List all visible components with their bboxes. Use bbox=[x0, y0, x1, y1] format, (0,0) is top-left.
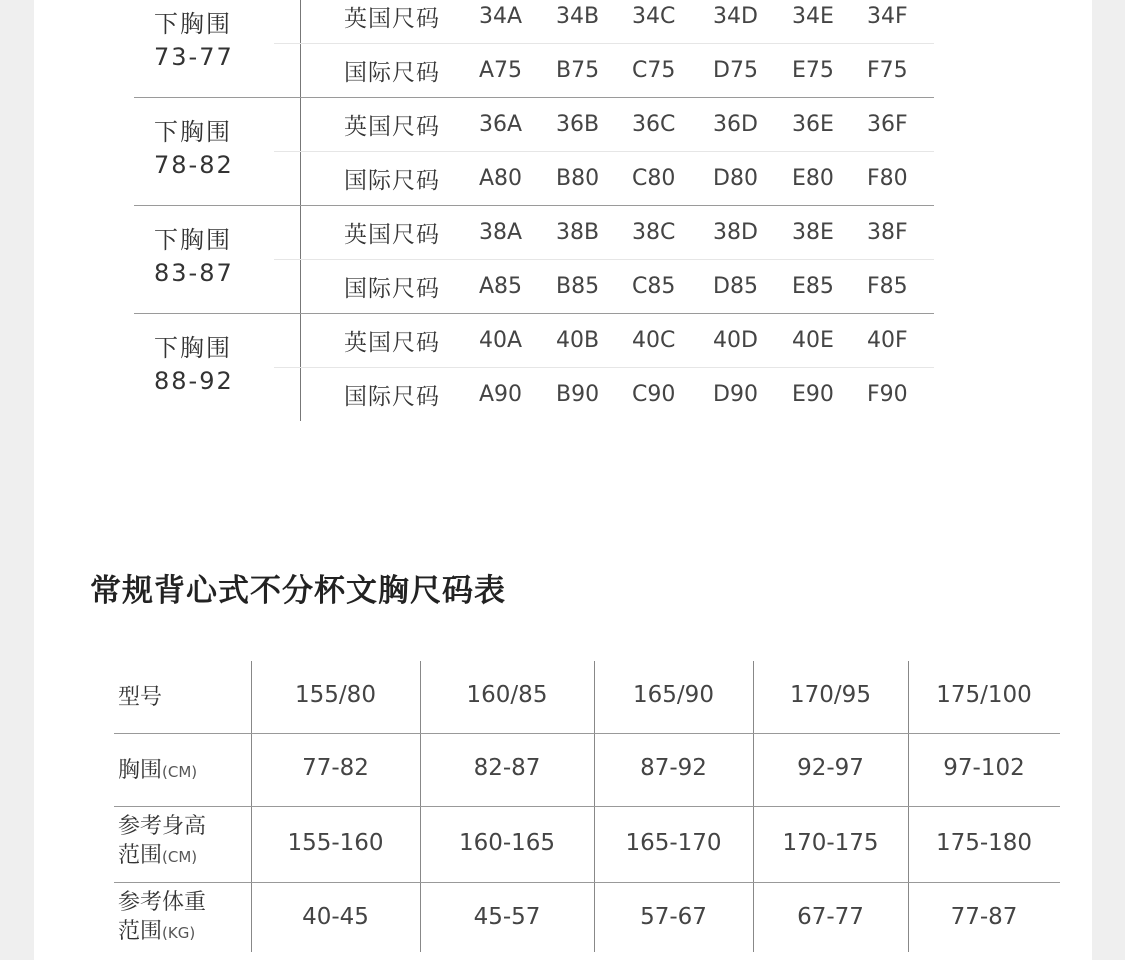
underbust-label bbox=[154, 8, 234, 74]
table-cell: 77-87 bbox=[950, 904, 1018, 930]
underbust-range: 73-77 bbox=[154, 43, 234, 71]
table-row bbox=[114, 734, 1060, 807]
underbust-title: 下胸围 bbox=[154, 10, 232, 38]
table-cell: 165-170 bbox=[625, 829, 722, 856]
size-cell: 38B bbox=[556, 220, 600, 245]
size-cell: F80 bbox=[867, 166, 908, 191]
underbust-label bbox=[154, 224, 234, 290]
row-header-text-line2: 范围 bbox=[118, 843, 163, 868]
table-cell: 45-57 bbox=[473, 904, 541, 930]
table-cell: 92-97 bbox=[797, 755, 864, 781]
underbust-title: 下胸围 bbox=[154, 334, 232, 362]
size-cell: B85 bbox=[556, 274, 600, 299]
uk-size-row bbox=[274, 206, 934, 260]
table-row bbox=[114, 661, 1060, 734]
table-cell: 160/85 bbox=[466, 682, 548, 708]
size-cell: C80 bbox=[632, 166, 676, 191]
table-cell: 175/100 bbox=[936, 682, 1032, 708]
table-cell: 77-82 bbox=[302, 755, 369, 781]
size-cell: F85 bbox=[867, 274, 908, 299]
unit-label: (KG) bbox=[162, 924, 196, 942]
size-cell: 34B bbox=[556, 4, 600, 29]
table-cell: 170/95 bbox=[790, 682, 871, 708]
size-cell: E75 bbox=[792, 58, 834, 83]
underbust-range: 78-82 bbox=[154, 151, 234, 179]
size-cell: D75 bbox=[713, 58, 758, 83]
size-cell: B90 bbox=[556, 382, 600, 407]
size-cell: D85 bbox=[713, 274, 758, 299]
table-cell: 82-87 bbox=[473, 755, 541, 781]
size-cell: 40E bbox=[792, 328, 834, 353]
vest-size-table bbox=[114, 661, 1060, 952]
uk-size-row bbox=[274, 0, 934, 44]
size-cell: 34D bbox=[713, 4, 758, 29]
size-cell: 36A bbox=[479, 112, 523, 137]
size-cell: D80 bbox=[713, 166, 758, 191]
size-standard-label: 国际尺码 bbox=[344, 384, 440, 410]
intl-size-row bbox=[274, 368, 934, 421]
size-standard-label: 英国尺码 bbox=[344, 6, 440, 32]
size-cell: 34A bbox=[479, 4, 523, 29]
size-cell: C75 bbox=[632, 58, 676, 83]
size-cell: 40A bbox=[479, 328, 523, 353]
intl-size-row bbox=[274, 44, 934, 97]
uk-size-row bbox=[274, 98, 934, 152]
size-cell: 36D bbox=[713, 112, 758, 137]
size-cell: B80 bbox=[556, 166, 600, 191]
table-cell: 165/90 bbox=[633, 682, 714, 708]
size-group bbox=[134, 98, 934, 206]
size-cell: 36C bbox=[632, 112, 676, 137]
unit-label: (CM) bbox=[162, 762, 198, 781]
bra-size-table bbox=[134, 0, 934, 421]
size-cell: 40D bbox=[713, 328, 758, 353]
table-row bbox=[114, 883, 1060, 955]
size-cell: A85 bbox=[479, 274, 523, 299]
row-header-text: 参考身高 bbox=[118, 814, 207, 839]
underbust-range: 83-87 bbox=[154, 259, 234, 287]
size-cell: E85 bbox=[792, 274, 834, 299]
row-header-text: 型号 bbox=[118, 684, 163, 710]
size-cell: 38E bbox=[792, 220, 834, 245]
intl-size-row bbox=[274, 260, 934, 313]
row-header-text: 胸围 bbox=[118, 757, 163, 783]
size-cell: A90 bbox=[479, 382, 523, 407]
size-standard-label: 英国尺码 bbox=[344, 330, 440, 356]
row-header bbox=[118, 812, 206, 872]
row-header-text: 参考体重 bbox=[118, 890, 207, 915]
table-cell: 57-67 bbox=[640, 904, 707, 930]
size-cell: E80 bbox=[792, 166, 834, 191]
size-cell: 38A bbox=[479, 220, 523, 245]
size-cell: E90 bbox=[792, 382, 834, 407]
size-cell: F75 bbox=[867, 58, 908, 83]
size-cell: D90 bbox=[713, 382, 758, 407]
size-cell: 36E bbox=[792, 112, 834, 137]
size-group bbox=[134, 206, 934, 314]
row-header bbox=[118, 756, 197, 787]
size-cell: 40C bbox=[632, 328, 676, 353]
size-cell: 34F bbox=[867, 4, 908, 29]
size-cell: 38D bbox=[713, 220, 758, 245]
size-cell: C85 bbox=[632, 274, 676, 299]
size-cell: F90 bbox=[867, 382, 908, 407]
table-cell: 97-102 bbox=[943, 755, 1025, 781]
size-standard-label: 国际尺码 bbox=[344, 60, 440, 86]
intl-size-row bbox=[274, 152, 934, 205]
size-cell: 38F bbox=[867, 220, 908, 245]
size-cell: B75 bbox=[556, 58, 600, 83]
table-cell: 40-45 bbox=[302, 904, 369, 930]
size-cell: 40B bbox=[556, 328, 600, 353]
size-cell: A80 bbox=[479, 166, 523, 191]
size-cell: 36B bbox=[556, 112, 600, 137]
size-standard-label: 英国尺码 bbox=[344, 222, 440, 248]
table-cell: 155/80 bbox=[295, 682, 376, 708]
underbust-range: 88-92 bbox=[154, 367, 234, 395]
row-header bbox=[118, 683, 162, 712]
size-cell: A75 bbox=[479, 58, 523, 83]
size-standard-label: 国际尺码 bbox=[344, 168, 440, 194]
underbust-label bbox=[154, 332, 234, 398]
size-standard-label: 英国尺码 bbox=[344, 114, 440, 140]
size-cell: 34C bbox=[632, 4, 676, 29]
row-header-text-line2: 范围 bbox=[118, 919, 163, 944]
underbust-label bbox=[154, 116, 234, 182]
size-cell: 36F bbox=[867, 112, 908, 137]
size-group bbox=[134, 314, 934, 421]
table-row bbox=[114, 807, 1060, 883]
section-title: 常规背心式不分杯文胸尺码表 bbox=[90, 573, 506, 609]
page bbox=[34, 0, 1092, 960]
size-cell: 34E bbox=[792, 4, 834, 29]
size-group bbox=[134, 0, 934, 98]
table-cell: 175-180 bbox=[935, 829, 1033, 856]
underbust-title: 下胸围 bbox=[154, 226, 232, 254]
underbust-title: 下胸围 bbox=[154, 118, 232, 146]
size-cell: 40F bbox=[867, 328, 908, 353]
uk-size-row bbox=[274, 314, 934, 368]
row-header bbox=[118, 888, 206, 948]
size-cell: 38C bbox=[632, 220, 676, 245]
table-cell: 160-165 bbox=[458, 829, 556, 856]
table-cell: 87-92 bbox=[640, 755, 707, 781]
table-cell: 155-160 bbox=[287, 829, 384, 856]
table-cell: 170-175 bbox=[782, 829, 879, 856]
table-cell: 67-77 bbox=[797, 904, 864, 930]
size-cell: C90 bbox=[632, 382, 676, 407]
size-standard-label: 国际尺码 bbox=[344, 276, 440, 302]
unit-label: (CM) bbox=[162, 848, 198, 866]
